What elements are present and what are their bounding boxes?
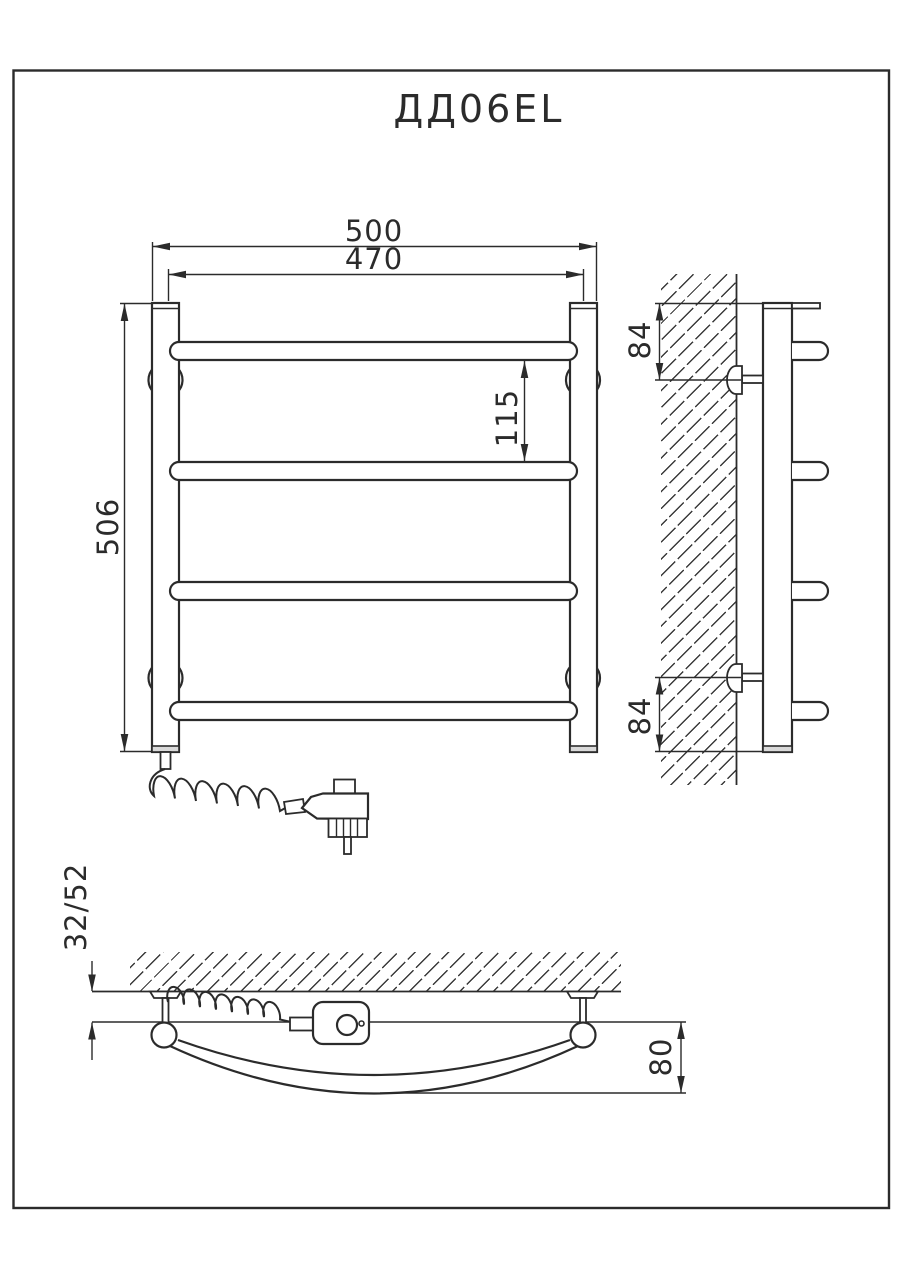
- dim-label-115: 115: [490, 388, 524, 448]
- plug-body: [302, 794, 368, 820]
- drawing-title: ДД06EL: [393, 87, 565, 131]
- cord-outlet-stub: [161, 752, 171, 769]
- rail-bar: [170, 462, 577, 480]
- sheet-border: [14, 71, 890, 1209]
- dim-wall-distance: [59, 863, 96, 1060]
- wall-plate-right: [567, 992, 598, 999]
- power-plug: [284, 780, 368, 855]
- dim-bow-depth: [380, 1022, 686, 1093]
- bowed-bar-inner-arc: [178, 1040, 570, 1075]
- coiled-power-cord: [150, 769, 287, 811]
- rail-bar: [170, 702, 577, 720]
- rail-bar-side: [792, 462, 828, 480]
- side-view: [623, 274, 828, 785]
- plug-prong: [344, 837, 351, 854]
- dim-label-32-52: 32/52: [59, 862, 93, 952]
- rail-bar-side: [792, 342, 828, 360]
- dim-overall-height: [91, 304, 151, 752]
- dim-label-84-bottom: 84: [623, 696, 657, 736]
- dim-label-470: 470: [344, 242, 404, 276]
- dim-label-500: 500: [344, 214, 404, 248]
- right-post: [570, 303, 597, 752]
- rail-bar-side: [792, 582, 828, 600]
- post-section-left: [152, 1023, 177, 1048]
- left-post: [152, 303, 179, 752]
- rail-bar-side: [792, 702, 828, 720]
- rail-bar: [170, 582, 577, 600]
- front-view: [91, 214, 600, 854]
- dim-label-506: 506: [91, 497, 125, 557]
- dim-rail-width: [169, 242, 584, 301]
- rail-bar: [170, 342, 577, 360]
- post-top-cap-side: [792, 303, 820, 309]
- left-post-bottom-cap: [152, 746, 179, 752]
- right-post-bottom-cap: [570, 746, 597, 752]
- unit-body: [313, 1002, 369, 1044]
- heating-control-unit: [290, 1002, 369, 1044]
- wall-plate-left: [150, 992, 181, 999]
- post-side: [763, 303, 792, 752]
- dim-label-84-top: 84: [623, 320, 657, 360]
- post-bottom-cap-side: [763, 746, 792, 752]
- dim-label-80: 80: [644, 1037, 678, 1077]
- plug-contact-block: [329, 819, 368, 838]
- bowed-bar-outer-arc: [170, 1046, 578, 1094]
- post-section-right: [571, 1023, 596, 1048]
- dim-rail-gap: [490, 361, 528, 461]
- bracket-stem-right: [580, 998, 586, 1023]
- bottom-view: [59, 863, 686, 1094]
- unit-inlet: [290, 1018, 313, 1031]
- plug-top-key: [334, 780, 355, 795]
